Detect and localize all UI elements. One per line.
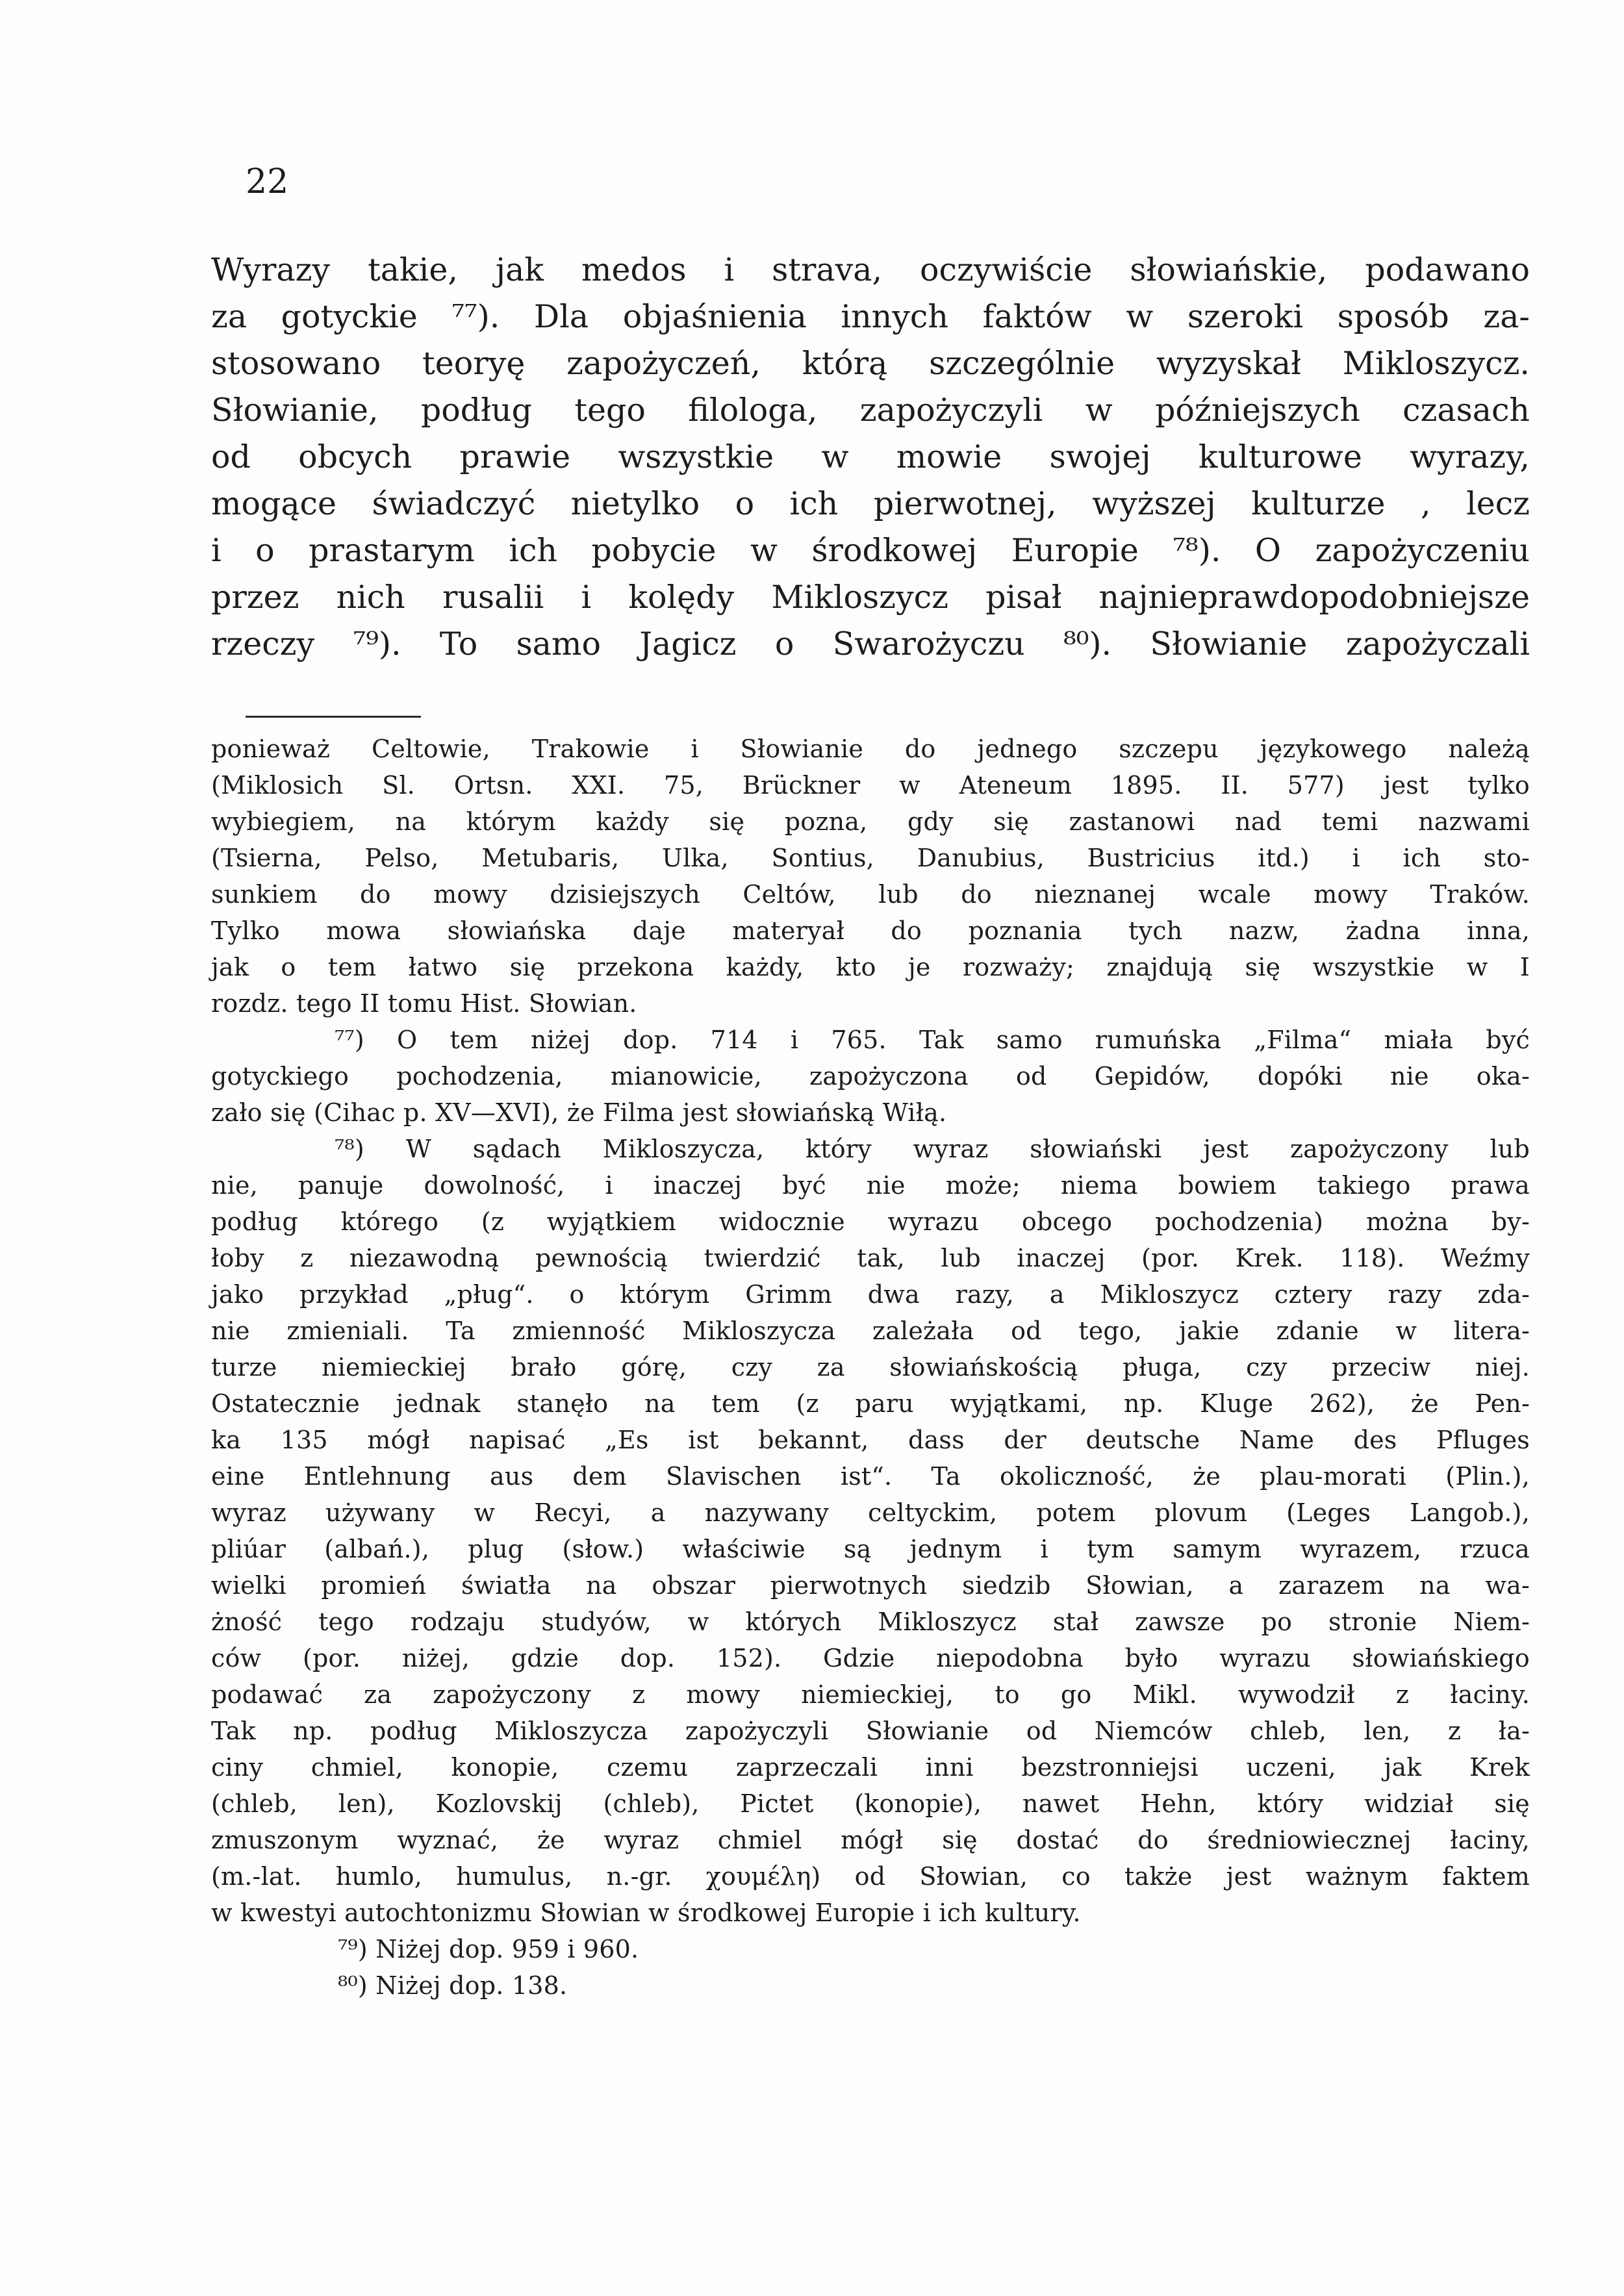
footnote-line: Tylko mowa słowiańska daje materyał do poznania tych nazw, żadna inna, — [211, 916, 1530, 945]
footnote-line: zało się (Cihac p. XV—XVI), że Filma jest słowiańską Wiłą. — [211, 1098, 947, 1127]
footnote-line: turze niemieckiej brało górę, czy za słowiańskością pługa, czy przeciw niej. — [211, 1353, 1530, 1381]
footnote-80: ⁸⁰) Niżej dop. 138. — [338, 1971, 568, 2000]
footnote-78-start: ⁷⁸) W sądach Mikloszycza, który wyraz słowiański jest zapożyczony lub — [335, 1135, 1530, 1163]
footnote-line: pliúar (albań.), plug (słow.) właściwie są jednym i tym samym wyrazem, rzuca — [211, 1535, 1530, 1563]
footnote-line: Ostatecznie jednak stanęło na tem (z paru wyjątkami, np. Kluge 262), że Pen- — [211, 1389, 1530, 1418]
footnotes — [211, 731, 1530, 2004]
footnote-line: nie zmieniali. Ta zmienność Mikloszycza zależała od tego, jakie zdanie w litera- — [211, 1317, 1530, 1345]
main-text-line: Wyrazy takie, jak medos i strava, oczywiście słowiańskie, podawano — [211, 251, 1530, 288]
main-text-line: Słowianie, podług tego filologa, zapożyczyli w późniejszych czasach — [211, 392, 1530, 429]
main-text-line: stosowano teoryę zapożyczeń, którą szczególnie wyzyskał Mikloszycz. — [211, 345, 1530, 382]
footnote-line: żność tego rodzaju studyów, w których Mikloszycz stał zawsze po stronie Niem- — [211, 1608, 1530, 1636]
page-number: 22 — [246, 162, 289, 201]
footnote-77-start: ⁷⁷) O tem niżej dop. 714 i 765. Tak samo rumuńska „Filma“ miała być — [335, 1026, 1530, 1054]
footnote-line: rozdz. tego II tomu Hist. Słowian. — [211, 989, 637, 1018]
footnote-line: wielki promień światła na obszar pierwotnych siedzib Słowian, a zarazem na wa- — [211, 1571, 1530, 1600]
footnote-line: w kwestyi autochtonizmu Słowian w środkowej Europie i ich kultury. — [211, 1899, 1081, 1927]
footnote-line: (m.-lat. humlo, humulus, n.-gr. χουμέλη) od Słowian, co także jest ważnym faktem — [211, 1862, 1530, 1891]
footnote-line: ców (por. niżej, gdzie dop. 152). Gdzie niepodobna było wyrazu słowiańskiego — [211, 1644, 1530, 1672]
main-text-line: mogące świadczyć nietylko o ich pierwotnej, wyższej kulturze , lecz — [211, 485, 1530, 522]
footnote-line: ciny chmiel, konopie, czemu zaprzeczali inni bezstronniejsi uczeni, jak Krek — [211, 1753, 1530, 1782]
footnote-line: zmuszonym wyznać, że wyraz chmiel mógł się dostać do średniowiecznej łaciny, — [211, 1826, 1530, 1854]
footnote-line: podług którego (z wyjątkiem widocznie wyrazu obcego pochodzenia) można by- — [211, 1207, 1530, 1236]
main-text-line: za gotyckie ⁷⁷). Dla objaśnienia innych faktów w szeroki sposób za- — [211, 298, 1530, 335]
footnote-line: podawać za zapożyczony z mowy niemieckiej, to go Mikl. wywodził z łaciny. — [211, 1680, 1530, 1709]
footnote-line: gotyckiego pochodzenia, mianowicie, zapożyczona od Gepidów, dopóki nie oka- — [211, 1062, 1530, 1091]
main-text — [211, 247, 1530, 668]
footnote-line: eine Entlehnung aus dem Slavischen ist“. Ta okoliczność, że plau-morati (Plin.), — [211, 1462, 1530, 1491]
footnote-separator — [246, 716, 421, 718]
main-text-line: i o prastarym ich pobycie w środkowej Europie ⁷⁸). O zapożyczeniu — [211, 532, 1530, 569]
footnote-line: łoby z niezawodną pewnością twierdzić tak, lub inaczej (por. Krek. 118). Weźmy — [211, 1244, 1530, 1272]
footnote-line: (Miklosich Sl. Ortsn. XXI. 75, Brückner w Ateneum 1895. II. 577) jest tylko — [211, 771, 1530, 800]
footnote-line: wybiegiem, na którym każdy się pozna, gdy się zastanowi nad temi nazwami — [211, 807, 1530, 836]
footnote-line: nie, panuje dowolność, i inaczej być nie może; niema bowiem takiego prawa — [211, 1171, 1530, 1200]
main-text-line: przez nich rusalii i kolędy Mikloszycz pisał najnieprawdopodobniejsze — [211, 579, 1530, 616]
footnote-line: ka 135 mógł napisać „Es ist bekannt, dass der deutsche Name des Pfluges — [211, 1426, 1530, 1454]
footnote-line: ponieważ Celtowie, Trakowie i Słowianie do jednego szczepu językowego należą — [211, 735, 1530, 763]
footnote-line: sunkiem do mowy dzisiejszych Celtów, lub do nieznanej wcale mowy Traków. — [211, 880, 1530, 909]
footnote-line: jako przykład „pług“. o którym Grimm dwa razy, a Mikloszycz cztery razy zda- — [211, 1280, 1530, 1309]
footnote-line: Tak np. podług Mikloszycza zapożyczyli Słowianie od Niemców chleb, len, z ła- — [211, 1717, 1530, 1745]
footnote-line: (Tsierna, Pelso, Metubaris, Ulka, Sontius, Danubius, Bustricius itd.) i ich sto- — [211, 844, 1530, 872]
footnote-79: ⁷⁹) Niżej dop. 959 i 960. — [338, 1935, 639, 1963]
footnote-line: (chleb, len), Kozlovskij (chleb), Pictet (konopie), nawet Hehn, który widział się — [211, 1789, 1530, 1818]
footnote-line: jak o tem łatwo się przekona każdy, kto je rozważy; znajdują się wszystkie w I — [211, 953, 1530, 981]
footnote-line: wyraz używany w Recyi, a nazywany celtyckim, potem plovum (Leges Langob.), — [211, 1498, 1530, 1527]
main-text-line: od obcych prawie wszystkie w mowie swojej kulturowe wyrazy, — [211, 438, 1530, 475]
main-text-line: rzeczy ⁷⁹). To samo Jagicz o Swarożyczu ⁸⁰). Słowianie zapożyczali — [211, 625, 1530, 662]
